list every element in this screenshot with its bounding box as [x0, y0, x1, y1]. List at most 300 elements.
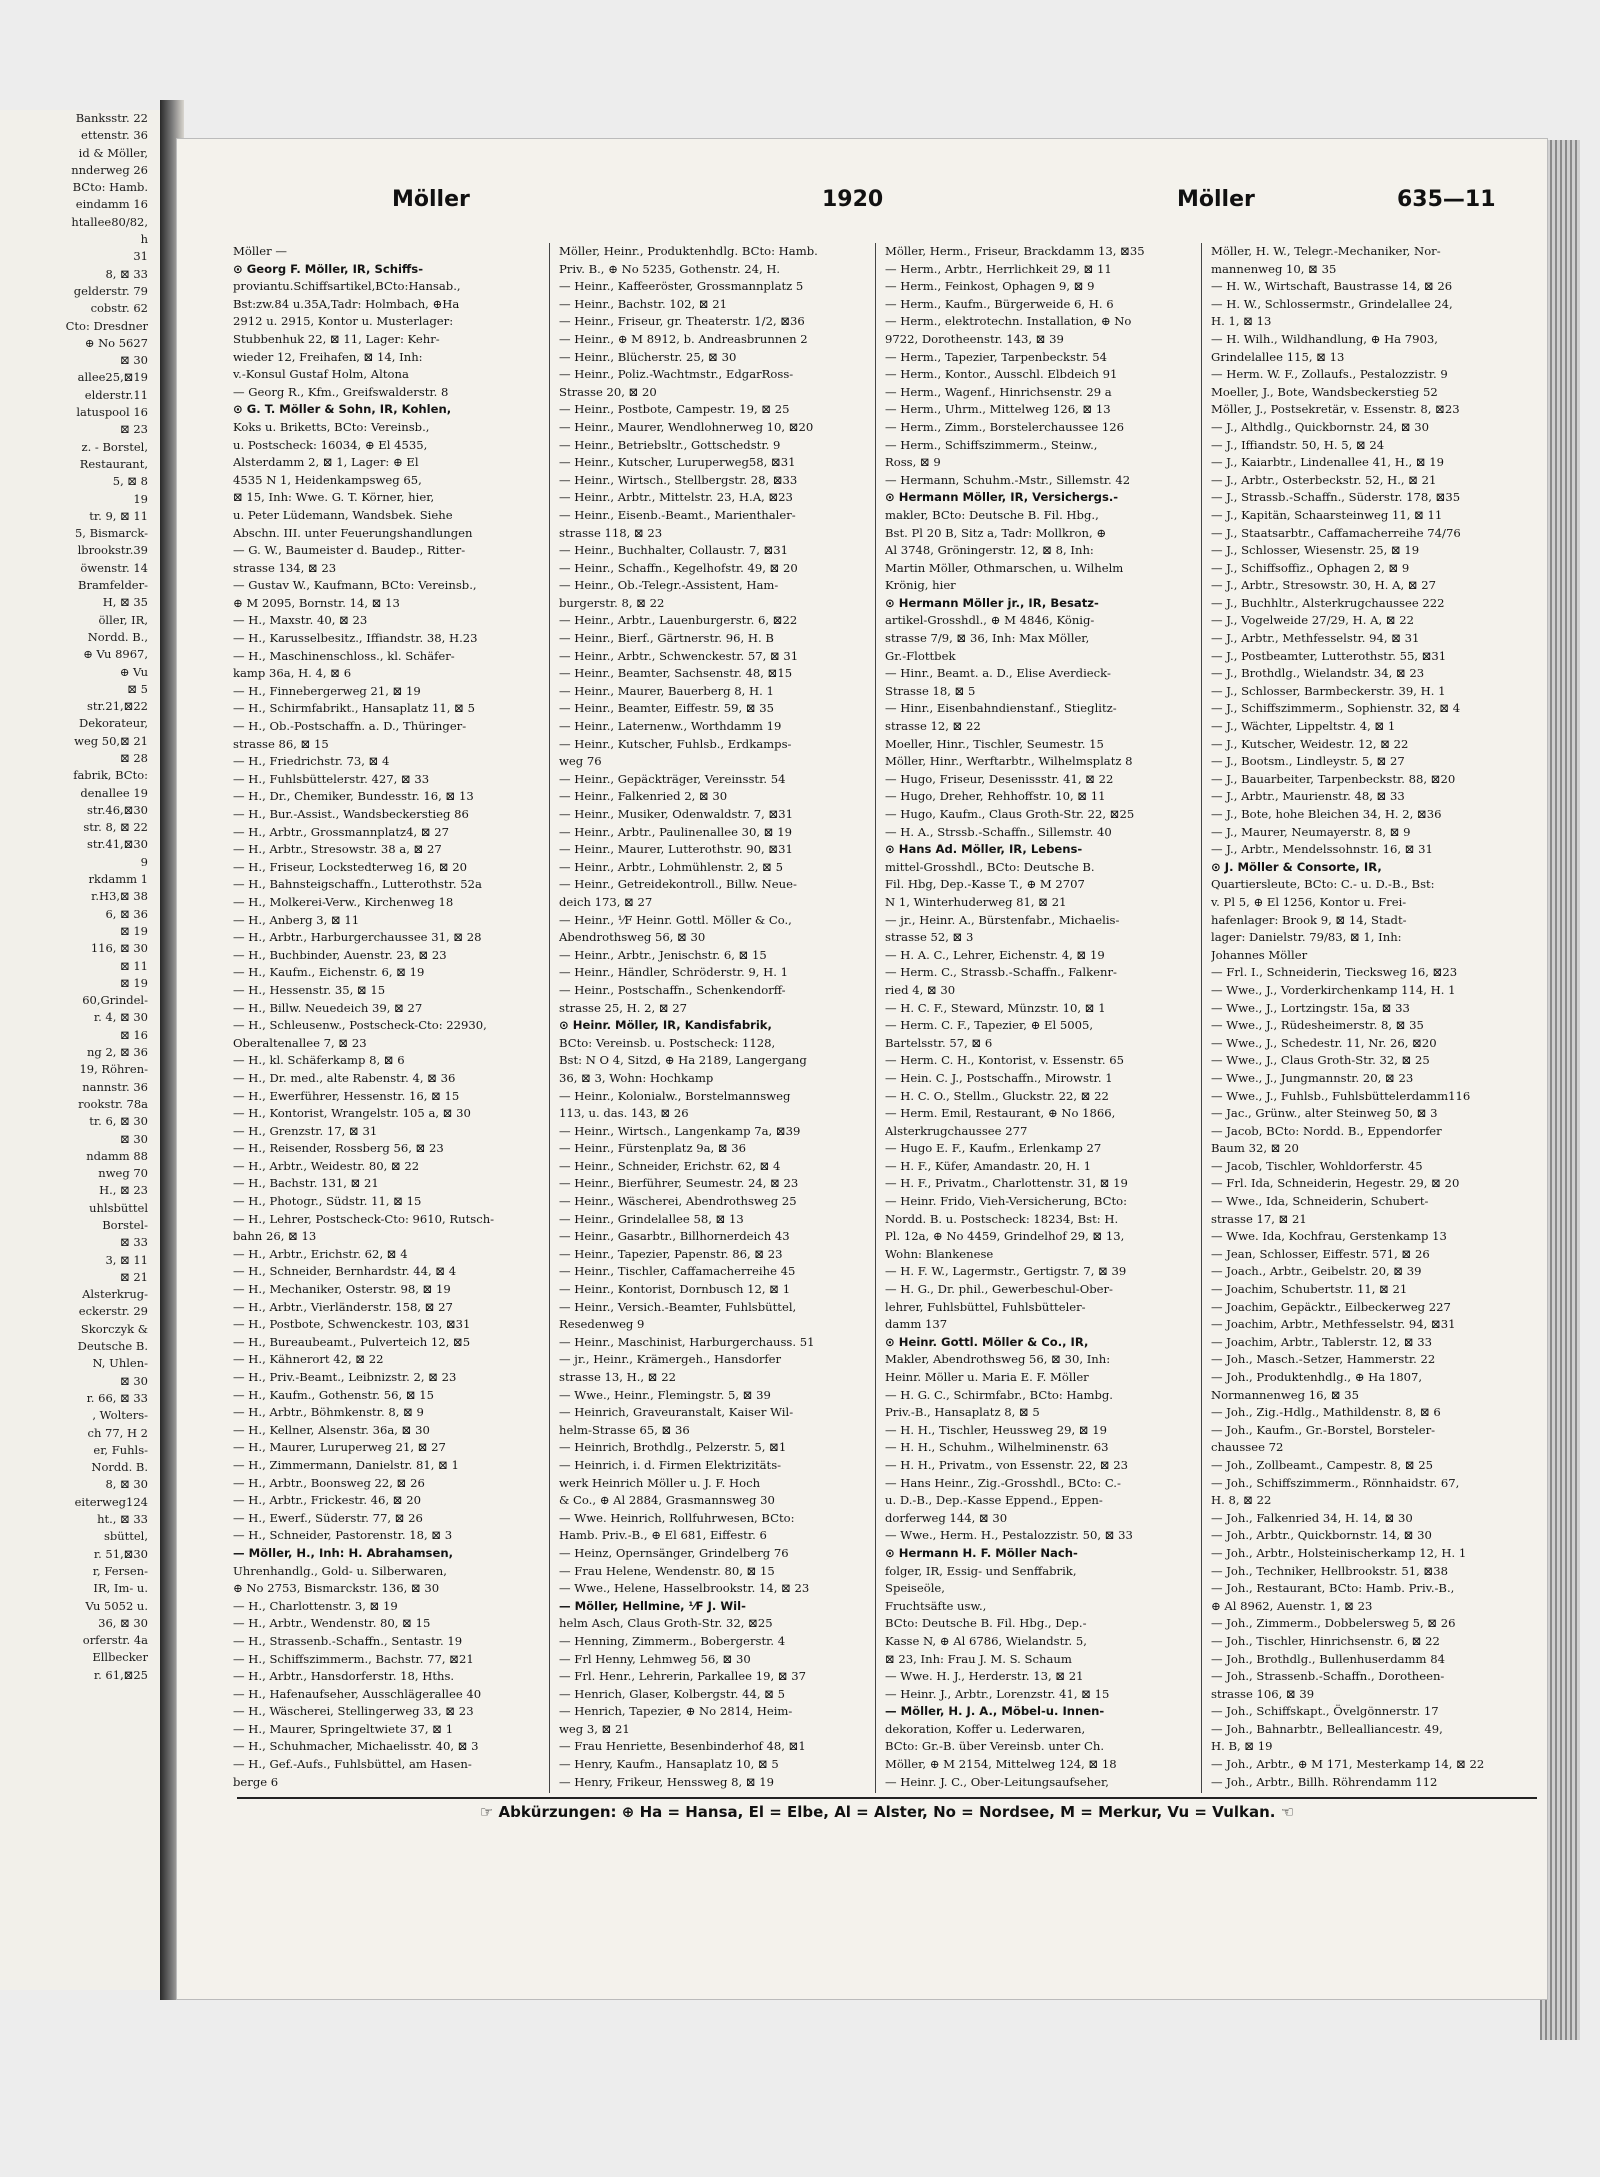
directory-entry: — Heinr., Blücherstr. 25, ⊠ 30: [559, 349, 737, 364]
directory-entry: mittel-Grosshdl., BCto: Deutsche B.: [885, 859, 1095, 874]
directory-entry: — J., Iffiandstr. 50, H. 5, ⊠ 24: [1211, 437, 1385, 452]
directory-entry: — H. H., Privatm., von Essenstr. 22, ⊠ 23: [885, 1457, 1129, 1472]
directory-entry: ⊕ No 2753, Bismarckstr. 136, ⊠ 30: [233, 1581, 440, 1596]
left-page-line: 3, ⊠ 11: [105, 1252, 148, 1267]
directory-entry: ⊕ M 2095, Bornstr. 14, ⊠ 13: [233, 595, 400, 610]
directory-entry: — Heinr., Schneider, Erichstr. 62, ⊠ 4: [559, 1158, 781, 1173]
directory-entry: — H., Kontorist, Wrangelstr. 105 a, ⊠ 30: [233, 1106, 471, 1121]
directory-entry: lehrer, Fuhlsbüttel, Fuhlsbütteler-: [885, 1299, 1086, 1314]
directory-entry: helm-Strasse 65, ⊠ 36: [559, 1422, 690, 1437]
left-page-line: id & Möller,: [78, 145, 148, 160]
directory-entry: — Joachim, Schubertstr. 11, ⊠ 21: [1211, 1282, 1408, 1297]
directory-entry: — Heinr., Arbtr., Lohmühlenstr. 2, ⊠ 5: [559, 859, 783, 874]
directory-entry: Fruchtsäfte usw.,: [885, 1598, 987, 1613]
directory-entry: ⊙ Hans Ad. Möller, IR, Lebens-: [885, 842, 1083, 857]
directory-entry: — J., Schiffsoffiz., Ophagen 2, ⊠ 9: [1211, 560, 1410, 575]
directory-entry: strasse 118, ⊠ 23: [559, 525, 663, 540]
directory-entry: — H., Photogr., Südstr. 11, ⊠ 15: [233, 1194, 422, 1209]
left-page-line: er, Fuhls-: [93, 1442, 148, 1457]
directory-entry: — Wwe., J., Jungmannstr. 20, ⊠ 23: [1211, 1070, 1414, 1085]
directory-entry: — Henning, Zimmerm., Bobergerstr. 4: [559, 1633, 786, 1648]
directory-entry: — J., Vogelweide 27/29, H. A, ⊠ 22: [1211, 613, 1414, 628]
directory-entry: Stubbenhuk 22, ⊠ 11, Lager: Kehr-: [233, 331, 440, 346]
directory-entry: — Herm., Zimm., Borstelerchaussee 126: [885, 419, 1125, 434]
column-2: [559, 243, 867, 1793]
left-page-line: 5, ⊠ 8: [112, 474, 148, 489]
directory-entry: — Herm., Feinkost, Ophagen 9, ⊠ 9: [885, 279, 1095, 294]
directory-entry: [1211, 1791, 1519, 1793]
directory-entry: — Heinrich, i. d. Firmen Elektrizitäts-: [559, 1457, 782, 1472]
directory-entry: Grindelallee 115, ⊠ 13: [1211, 349, 1345, 364]
directory-entry: 36, ⊠ 3, Wohn: Hochkamp: [559, 1070, 714, 1085]
directory-entry: — H., Maschinenschloss., kl. Schäfer-: [233, 648, 455, 663]
directory-entry: ⊙ Heinr. Gottl. Möller & Co., IR,: [885, 1334, 1089, 1349]
directory-entry: — Heinr., Maurer, Lutterothstr. 90, ⊠31: [559, 842, 793, 857]
directory-entry: — H., Lehrer, Postscheck-Cto: 9610, Rutsch-: [233, 1211, 495, 1226]
directory-entry: Fil. Hbg, Dep.-Kasse T., ⊕ M 2707: [885, 877, 1085, 892]
directory-entry: — Heinrich, Brothdlg., Pelzerstr. 5, ⊠1: [559, 1440, 787, 1455]
directory-entry: — Herm., Uhrm., Mittelweg 126, ⊠ 13: [885, 402, 1111, 417]
directory-entry: Uhrenhandlg., Gold- u. Silberwaren,: [233, 1563, 447, 1578]
directory-entry: — Jac., Grünw., alter Steinweg 50, ⊠ 3: [1211, 1106, 1438, 1121]
directory-entry: — Heinr., Maurer, Bauerberg 8, H. 1: [559, 683, 774, 698]
directory-entry: dorferweg 144, ⊠ 30: [885, 1510, 1008, 1525]
left-page-line: , Wolters-: [92, 1408, 148, 1423]
left-page-line: ⊠ 16: [120, 1027, 148, 1042]
directory-entry: — Heinr., Fürstenplatz 9a, ⊠ 36: [559, 1141, 747, 1156]
directory-entry: — J., Staatsarbtr., Caffamacherreihe 74/76: [1211, 525, 1461, 540]
directory-entry: Möller, J., Postsekretär, v. Essenstr. 8, ⊠23: [1211, 402, 1460, 417]
directory-entry: — H., kl. Schäferkamp 8, ⊠ 6: [233, 1053, 405, 1068]
directory-entry: — J., Arbtr., Mendelssohnstr. 16, ⊠ 31: [1211, 842, 1433, 857]
directory-entry: — H. G. C., Schirmfabr., BCto: Hambg.: [885, 1387, 1113, 1402]
directory-entry: — H., Charlottenstr. 3, ⊠ 19: [233, 1598, 398, 1613]
directory-entry: — H., Karusselbesitz., Iffiandstr. 38, H.23: [233, 631, 478, 646]
directory-entry: strasse 52, ⊠ 3: [885, 930, 974, 945]
directory-entry: — Frau Henriette, Besenbinderhof 48, ⊠1: [559, 1739, 806, 1754]
directory-entry: — Henry, Kaufm., Hansaplatz 10, ⊠ 5: [559, 1757, 779, 1772]
directory-entry: — Joh., Arbtr., Billh. Röhrendamm 112: [1211, 1774, 1438, 1789]
directory-entry: — Joh., Zimmerm., Dobbelersweg 5, ⊠ 26: [1211, 1616, 1456, 1631]
directory-entry: — H., Bachstr. 131, ⊠ 21: [233, 1176, 379, 1191]
directory-entry: — H., Postbote, Schwenckestr. 103, ⊠31: [233, 1317, 471, 1332]
directory-entry: H. B, ⊠ 19: [1211, 1739, 1273, 1754]
directory-entry: — jr., Heinr. A., Bürstenfabr., Michaelis-: [885, 912, 1120, 927]
directory-entry: — Joachim, Arbtr., Tablerstr. 12, ⊠ 33: [1211, 1334, 1432, 1349]
directory-entry: — H., Buchbinder, Auenstr. 23, ⊠ 23: [233, 947, 447, 962]
directory-entry: — Heinr., Wirtsch., Stellbergstr. 28, ⊠33: [559, 472, 798, 487]
directory-entry: — Wwe., J., Lortzingstr. 15a, ⊠ 33: [1211, 1000, 1410, 1015]
directory-entry: Gr.-Flottbek: [885, 648, 956, 663]
left-page-line: Banksstr. 22: [75, 111, 148, 125]
directory-entry: — H., Schirmfabrikt., Hansaplatz 11, ⊠ 5: [233, 701, 475, 716]
directory-entry: — Wwe., Herm. H., Pestalozzistr. 50, ⊠ 33: [885, 1528, 1133, 1543]
directory-entry: — H., Arbtr., Wendenstr. 80, ⊠ 15: [233, 1616, 431, 1631]
left-page-line: nweg 70: [98, 1166, 148, 1181]
directory-entry: — H., Schneider, Pastorenstr. 18, ⊠ 3: [233, 1528, 453, 1543]
left-page-line: Nordd. B.: [91, 1460, 148, 1475]
directory-entry: ⊙ Hermann H. F. Möller Nach-: [885, 1545, 1078, 1560]
directory-entry: — H., Maurer, Luruperweg 21, ⊠ 27: [233, 1440, 446, 1455]
left-page-line: 5, Bismarck-: [74, 526, 148, 541]
directory-entry: — Heinr., Betriebsltr., Gottschedstr. 9: [559, 437, 781, 452]
directory-entry: — Joh., Arbtr., Holsteinischerkamp 12, H. 1: [1211, 1545, 1467, 1560]
directory-entry: — H., Arbtr., Frickestr. 46, ⊠ 20: [233, 1493, 421, 1508]
directory-entry: — Hein. C. J., Postschaffn., Mirowstr. 1: [885, 1070, 1113, 1085]
directory-entry: Hamb. Priv.-B., ⊕ El 681, Eiffestr. 6: [559, 1528, 767, 1543]
directory-entry: — Herm., Tapezier, Tarpenbeckstr. 54: [885, 349, 1108, 364]
directory-entry: — J., Postbeamter, Lutterothstr. 55, ⊠31: [1211, 648, 1447, 663]
directory-entry: Moeller, Hinr., Tischler, Seumestr. 15: [885, 736, 1104, 751]
left-page-line: Bramfelder-: [78, 578, 148, 593]
directory-entry: — H. Wilh., Wildhandlung, ⊕ Ha 7903,: [1211, 331, 1438, 346]
directory-entry: — J., Arbtr., Maurienstr. 48, ⊠ 33: [1211, 789, 1405, 804]
directory-entry: — Herm. C. H., Kontorist, v. Essenstr. 65: [885, 1053, 1125, 1068]
left-page-line: Restaurant,: [79, 456, 148, 471]
header-page-number: 635—11: [1397, 187, 1496, 212]
left-page-line: Vu 5052 u.: [85, 1598, 148, 1613]
directory-entry: — Heinr., Tapezier, Papenstr. 86, ⊠ 23: [559, 1246, 783, 1261]
directory-entry: — H., Priv.-Beamt., Leibnizstr. 2, ⊠ 23: [233, 1370, 457, 1384]
column-1: [233, 243, 541, 1793]
directory-entry: — Herm., Schiffszimmerm., Steinw.,: [885, 437, 1098, 452]
directory-entry: 113, u. das. 143, ⊠ 26: [559, 1106, 689, 1121]
directory-entry: — Herm., Kontor., Ausschl. Elbdeich 91: [885, 367, 1118, 382]
directory-entry: strasse 7/9, ⊠ 36, Inh: Max Möller,: [885, 631, 1090, 646]
directory-entry: — H., Ewerf., Süderstr. 77, ⊠ 26: [233, 1510, 423, 1525]
directory-entry: — H., Schiffszimmerm., Bachstr. 77, ⊠21: [233, 1651, 474, 1666]
directory-entry: [885, 1791, 1193, 1793]
header-right-name: Möller: [1177, 187, 1255, 212]
directory-entry: Abschn. III. unter Feuerungshandlungen: [233, 525, 473, 540]
directory-entry: — Herm. Emil, Restaurant, ⊕ No 1866,: [885, 1106, 1116, 1121]
directory-entry: — Heinr., Maschinist, Harburgerchauss. 51: [559, 1334, 815, 1349]
directory-entry: — Heinr., Eisenb.-Beamt., Marienthaler-: [559, 507, 796, 522]
left-page-line: allee25,⊠19: [77, 370, 148, 385]
directory-entry: — J., Kapitän, Schaarsteinweg 11, ⊠ 11: [1211, 507, 1443, 522]
directory-entry: — Herm., elektrotechn. Installation, ⊕ No: [885, 314, 1132, 329]
directory-entry: — Georg R., Kfm., Greifswalderstr. 8: [233, 384, 449, 399]
column-4: [1211, 243, 1519, 1793]
directory-entry: — Heinr., Kutscher, Luruperweg58, ⊠31: [559, 455, 796, 470]
directory-entry: — H., Schleusenw., Postscheck-Cto: 22930,: [233, 1018, 487, 1033]
directory-entry: — Heinr., Kolonialw., Borstelmannsweg: [559, 1088, 791, 1103]
left-page-line: Deutsche B.: [77, 1339, 148, 1354]
directory-entry: — Henrich, Glaser, Kolbergstr. 44, ⊠ 5: [559, 1686, 786, 1701]
left-page-line: ⊠ 23: [120, 422, 148, 437]
directory-entry: — Heinr. J., Arbtr., Lorenzstr. 41, ⊠ 15: [885, 1686, 1110, 1701]
directory-entry: — H., Maurer, Springeltwiete 37, ⊠ 1: [233, 1721, 454, 1736]
directory-entry: — Wwe., Heinr., Flemingstr. 5, ⊠ 39: [559, 1387, 771, 1402]
directory-entry: — Heinr., Kutscher, Fuhlsb., Erdkamps-: [559, 736, 792, 751]
left-page-line: fabrik, BCto:: [73, 768, 148, 783]
directory-entry: — Joh., Brothdlg., Bullenhuserdamm 84: [1211, 1651, 1445, 1666]
directory-entry: [233, 1791, 541, 1793]
directory-entry: strasse 86, ⊠ 15: [233, 736, 329, 751]
directory-entry: — Möller, Hellmine, ⅟F J. Wil-: [559, 1598, 746, 1613]
directory-entry: — Heinr., Arbtr., Lauenburgerstr. 6, ⊠22: [559, 613, 798, 628]
directory-entry: — Frl. I., Schneiderin, Tiecksweg 16, ⊠23: [1211, 965, 1458, 980]
directory-entry: Möller, Hinr., Werftarbtr., Wilhelmsplatz 8: [885, 754, 1133, 769]
left-page-line: 8, ⊠ 30: [105, 1477, 148, 1492]
directory-entry: ⊙ Georg F. Möller, IR, Schiffs-: [233, 261, 424, 276]
left-page-line: 19, Röhren-: [79, 1062, 148, 1077]
directory-entry: — Joh., Kaufm., Gr.-Borstel, Borsteler-: [1211, 1422, 1436, 1437]
directory-entry: — H., Strassenb.-Schaffn., Sentastr. 19: [233, 1633, 463, 1648]
directory-entry: — H., Kähnerort 42, ⊠ 22: [233, 1352, 384, 1367]
directory-entry: Möller, Herm., Friseur, Brackdamm 13, ⊠35: [885, 244, 1145, 258]
directory-entry: — H. F. W., Lagermstr., Gertigstr. 7, ⊠ 39: [885, 1264, 1127, 1279]
directory-entry: — H., Schneider, Bernhardstr. 44, ⊠ 4: [233, 1264, 457, 1279]
left-page-line: öwenstr. 14: [80, 560, 148, 575]
left-page-line: tr. 6, ⊠ 30: [89, 1114, 148, 1129]
directory-entry: damm 137: [885, 1317, 948, 1332]
directory-entry: strasse 134, ⊠ 23: [233, 560, 337, 575]
directory-entry: — H., Billw. Neuedeich 39, ⊠ 27: [233, 1000, 423, 1015]
directory-entry: — J., Arbtr., Osterbeckstr. 52, H., ⊠ 21: [1211, 472, 1437, 487]
directory-entry: 2912 u. 2915, Kontor u. Musterlager:: [233, 314, 454, 329]
directory-entry: — Heinr., Poliz.-Wachtmstr., EdgarRoss-: [559, 367, 794, 382]
left-page-line: ng 2, ⊠ 36: [87, 1045, 148, 1060]
directory-entry: lager: Danielstr. 79/83, ⊠ 1, Inh:: [1211, 930, 1402, 945]
directory-entry: Alsterkrugchaussee 277: [885, 1123, 1028, 1138]
left-page-line: Nordd. B.,: [87, 629, 148, 644]
directory-entry: proviantu.Schiffsartikel,BCto:Hansab.,: [233, 279, 461, 294]
directory-entry: Heinr. Möller u. Maria E. F. Möller: [885, 1370, 1089, 1384]
column-rule: [875, 243, 876, 1793]
directory-entry: hafenlager: Brook 9, ⊠ 14, Stadt-: [1211, 912, 1407, 927]
directory-entry: Abendrothsweg 56, ⊠ 30: [559, 930, 706, 945]
directory-entry: — Heinr., ⅟F Heinr. Gottl. Möller & Co.,: [559, 912, 792, 927]
left-page-line: r. 66, ⊠ 33: [86, 1390, 148, 1405]
directory-entry: — Joachim, Arbtr., Methfesselstr. 94, ⊠31: [1211, 1317, 1456, 1332]
directory-entry: — Heinr., Beamter, Sachsenstr. 48, ⊠15: [559, 666, 793, 681]
directory-entry: Nordd. B. u. Postscheck: 18234, Bst: H.: [885, 1211, 1119, 1226]
directory-entry: — H. G., Dr. phil., Gewerbeschul-Ober-: [885, 1282, 1113, 1297]
directory-entry: — Wwe., J., Schedestr. 11, Nr. 26, ⊠20: [1211, 1035, 1437, 1050]
left-page-line: elderstr.11: [84, 387, 148, 402]
left-page-line: r. 61,⊠25: [93, 1667, 148, 1682]
directory-entry: — G. W., Baumeister d. Baudep., Ritter-: [233, 543, 466, 558]
directory-entry: — H., Arbtr., Weidestr. 80, ⊠ 22: [233, 1158, 420, 1173]
directory-entry: strasse 13, H., ⊠ 22: [559, 1370, 676, 1384]
directory-entry: N 1, Winterhuderweg 81, ⊠ 21: [885, 894, 1067, 909]
directory-entry: — Heinr., Kontorist, Dornbusch 12, ⊠ 1: [559, 1282, 791, 1297]
directory-entry: — Heinr., Bierführer, Seumestr. 24, ⊠ 23: [559, 1176, 799, 1191]
directory-entry: kamp 36a, H. 4, ⊠ 6: [233, 666, 352, 681]
left-page-line: nnderweg 26: [71, 162, 148, 177]
directory-entry: helm Asch, Claus Groth-Str. 32, ⊠25: [559, 1616, 773, 1631]
directory-entry: — H., Bahnsteigschaffn., Lutterothstr. 52a: [233, 877, 482, 892]
directory-entry: mannenweg 10, ⊠ 35: [1211, 261, 1337, 276]
left-page-line: ⊠ 33: [120, 1235, 148, 1250]
page-header: [237, 187, 1537, 227]
directory-entry: — Jean, Schlosser, Eiffestr. 571, ⊠ 26: [1211, 1246, 1430, 1261]
directory-entry: Möller —: [233, 244, 287, 258]
directory-entry: ried 4, ⊠ 30: [885, 982, 956, 997]
directory-entry: Makler, Abendrothsweg 56, ⊠ 30, Inh:: [885, 1352, 1111, 1367]
directory-entry: Bst: N O 4, Sitzd, ⊕ Ha 2189, Langergang: [559, 1053, 807, 1068]
directory-entry: Koks u. Briketts, BCto: Vereinsb.,: [233, 419, 430, 434]
directory-entry: — Herm. W. F., Zollaufs., Pestalozzistr. 9: [1211, 367, 1448, 382]
directory-entry: & Co., ⊕ Al 2884, Grasmannsweg 30: [559, 1493, 775, 1508]
directory-entry: — Heinr., Beamter, Eiffestr. 59, ⊠ 35: [559, 701, 774, 716]
directory-entry: — Joachim, Gepäcktr., Eilbeckerweg 227: [1211, 1299, 1451, 1314]
directory-entry: — H., Friseur, Lockstedterweg 16, ⊠ 20: [233, 859, 467, 874]
directory-entry: — Henrich, Tapezier, ⊕ No 2814, Heim-: [559, 1704, 793, 1719]
directory-entry: — H. C. F., Steward, Münzstr. 10, ⊠ 1: [885, 1000, 1106, 1015]
left-page-line: Dekorateur,: [79, 716, 148, 731]
directory-entry: Normannenweg 16, ⊠ 35: [1211, 1387, 1360, 1402]
directory-entry: — H. F., Küfer, Amandastr. 20, H. 1: [885, 1158, 1092, 1173]
directory-entry: — Frl Henny, Lehmweg 56, ⊠ 30: [559, 1651, 751, 1666]
directory-entry: — Wwe., J., Rüdesheimerstr. 8, ⊠ 35: [1211, 1018, 1424, 1033]
directory-entry: — Joh., Masch.-Setzer, Hammerstr. 22: [1211, 1352, 1436, 1367]
directory-entry: strasse 25, H. 2, ⊠ 27: [559, 1000, 688, 1015]
left-page-line: r. 4, ⊠ 30: [93, 1010, 148, 1025]
left-page-line: z. - Borstel,: [81, 439, 148, 454]
directory-entry: — H., Friedrichstr. 73, ⊠ 4: [233, 754, 390, 769]
left-page-line: ⊕ Vu 8967,: [83, 647, 148, 662]
left-page-line: sbüttel,: [103, 1529, 148, 1544]
directory-entry: — H. F., Privatm., Charlottenstr. 31, ⊠ 19: [885, 1176, 1128, 1191]
left-page-line: ndamm 88: [86, 1148, 148, 1163]
directory-entry: — Heinr., Bierf., Gärtnerstr. 96, H. B: [559, 631, 774, 646]
left-page-line: str.41,⊠30: [87, 837, 148, 852]
directory-entry: — H., Fuhlsbüttelerstr. 427, ⊠ 33: [233, 771, 430, 786]
directory-entry: BCto: Deutsche B. Fil. Hbg., Dep.-: [885, 1616, 1087, 1631]
directory-entry: — H., Schuhmacher, Michaelisstr. 40, ⊠ 3: [233, 1739, 479, 1754]
directory-entry: — J., Kaiarbtr., Lindenallee 41, H., ⊠ 19: [1211, 455, 1445, 470]
directory-entry: — H., Wäscherei, Stellingerweg 33, ⊠ 23: [233, 1704, 474, 1719]
directory-entry: — J., Strassb.-Schaffn., Süderstr. 178, ⊠35: [1211, 490, 1461, 505]
directory-entry: wieder 12, Freihafen, ⊠ 14, Inh:: [233, 349, 423, 364]
directory-entry: chaussee 72: [1211, 1440, 1284, 1455]
directory-entry: — Herm., Wagenf., Hinrichsenstr. 29 a: [885, 384, 1112, 399]
directory-entry: — Herm. C., Strassb.-Schaffn., Falkenr-: [885, 965, 1117, 980]
directory-entry: Pl. 12a, ⊕ No 4459, Grindelhof 29, ⊠ 13,: [885, 1229, 1125, 1244]
directory-entry: Bst. Pl 20 B, Sitz a, Tadr: Mollkron, ⊕: [885, 525, 1107, 540]
directory-entry: — H., Kaufm., Gothenstr. 56, ⊠ 15: [233, 1387, 435, 1402]
directory-entry: — Heinr., Kaffeeröster, Grossmannplatz 5: [559, 279, 804, 294]
directory-entry: Bst:zw.84 u.35A,Tadr: Holmbach, ⊕Ha: [233, 296, 460, 311]
left-page-line: uhlsbüttel: [89, 1200, 148, 1215]
left-page-line: eindamm 16: [75, 197, 148, 212]
directory-entry: — Heinr., Friseur, gr. Theaterstr. 1/2, ⊠36: [559, 314, 805, 329]
left-page-line: denallee 19: [80, 785, 148, 800]
left-page-line: 9: [140, 854, 148, 869]
directory-entry: BCto: Gr.-B. über Vereinsb. unter Ch.: [885, 1739, 1105, 1754]
directory-entry: Oberaltenallee 7, ⊠ 23: [233, 1035, 367, 1050]
directory-entry: Bartelsstr. 57, ⊠ 6: [885, 1035, 993, 1050]
directory-entry: — Heinr., Grindelallee 58, ⊠ 13: [559, 1211, 744, 1226]
directory-entry: H. 8, ⊠ 22: [1211, 1493, 1272, 1508]
directory-entry: — Wwe., J., Fuhlsb., Fuhlsbüttelerdamm116: [1211, 1088, 1471, 1103]
directory-entry: Moeller, J., Bote, Wandsbeckerstieg 52: [1211, 384, 1438, 399]
directory-entry: — Joh., Schiffskapt., Övelgönnerstr. 17: [1211, 1704, 1439, 1719]
directory-entry: — Heinr., Versich.-Beamter, Fuhlsbüttel,: [559, 1299, 797, 1314]
directory-entry: — Herm. C. F., Tapezier, ⊕ El 5005,: [885, 1018, 1094, 1033]
directory-entry: Quartiersleute, BCto: C.- u. D.-B., Bst:: [1211, 877, 1435, 892]
directory-entry: — Wwe. Ida, Kochfrau, Gerstenkamp 13: [1211, 1229, 1447, 1244]
directory-entry: — Heinz, Opernsänger, Grindelberg 76: [559, 1545, 789, 1560]
directory-entry: — Jacob, Tischler, Wohldorferstr. 45: [1211, 1158, 1423, 1173]
directory-entry: strasse 17, ⊠ 21: [1211, 1211, 1307, 1226]
directory-entry: — H., Reisender, Rossberg 56, ⊠ 23: [233, 1141, 444, 1156]
directory-entry: — Joach., Arbtr., Geibelstr. 20, ⊠ 39: [1211, 1264, 1422, 1279]
left-page-line: ⊠ 11: [120, 958, 148, 973]
directory-entry: — Heinr., Arbtr., Paulinenallee 30, ⊠ 19: [559, 824, 792, 839]
directory-entry: artikel-Grosshdl., ⊕ M 4846, König-: [885, 613, 1095, 628]
left-page-line: rookstr. 78a: [78, 1096, 148, 1111]
left-page-line: r, Fersen-: [92, 1563, 148, 1578]
directory-entry: — Joh., Zollbeamt., Campestr. 8, ⊠ 25: [1211, 1457, 1433, 1472]
directory-entry: — Hinr., Eisenbahndienstanf., Stieglitz-: [885, 701, 1117, 716]
directory-entry: strasse 12, ⊠ 22: [885, 719, 981, 734]
directory-entry: — H. H., Tischler, Heussweg 29, ⊠ 19: [885, 1422, 1107, 1437]
directory-entry: — J., Maurer, Neumayerstr. 8, ⊠ 9: [1211, 824, 1411, 839]
directory-entry: — Wwe. Heinrich, Rollfuhrwesen, BCto:: [559, 1510, 795, 1525]
directory-entry: — H., Dr. med., alte Rabenstr. 4, ⊠ 36: [233, 1070, 456, 1085]
directory-entry: — Heinr., Ob.-Telegr.-Assistent, Ham-: [559, 578, 779, 593]
left-page-line: tr. 9, ⊠ 11: [89, 508, 148, 523]
directory-entry: bahn 26, ⊠ 13: [233, 1229, 317, 1244]
directory-entry: Möller, ⊕ M 2154, Mittelweg 124, ⊠ 18: [885, 1757, 1117, 1772]
left-page-line: N, Uhlen-: [92, 1356, 148, 1371]
directory-entry: — Wwe., Ida, Schneiderin, Schubert-: [1211, 1194, 1429, 1209]
directory-entry: — Frl. Ida, Schneiderin, Hegestr. 29, ⊠ 20: [1211, 1176, 1460, 1191]
directory-entry: berge 6: [233, 1774, 279, 1789]
left-page-line: ⊕ Vu: [119, 664, 148, 679]
column-rule: [1201, 243, 1202, 1793]
directory-entry: — J., Kutscher, Weidestr. 12, ⊠ 22: [1211, 736, 1409, 751]
directory-entry: — Heinr., Getreidekontroll., Billw. Neue-: [559, 877, 797, 892]
directory-entry: u. Postscheck: 16034, ⊕ El 4535,: [233, 437, 428, 452]
directory-entry: — Heinr., Maurer, Wendlohnerweg 10, ⊠20: [559, 419, 814, 434]
left-page-line: ⊕ No 5627: [84, 335, 148, 350]
directory-entry: — Heinr., Wirtsch., Langenkamp 7a, ⊠39: [559, 1123, 801, 1138]
left-page-line: ⊠ 21: [120, 1269, 148, 1284]
directory-entry: Al 3748, Gröningerstr. 12, ⊠ 8, Inh:: [885, 543, 1094, 558]
left-page-line: ⊠ 19: [120, 975, 148, 990]
left-page-line: cobstr. 62: [90, 301, 148, 316]
left-page-line: Ellbecker: [92, 1650, 148, 1665]
left-page-line: 60,Grindel-: [82, 993, 148, 1008]
left-page-line: latuspool 16: [76, 405, 148, 420]
directory-entry: — H. A., Strssb.-Schaffn., Sillemstr. 40: [885, 824, 1112, 839]
directory-entry: — Wwe., J., Vorderkirchenkamp 114, H. 1: [1211, 982, 1456, 997]
directory-entry: — Heinr., Arbtr., Schwenckestr. 57, ⊠ 31: [559, 648, 799, 663]
directory-entry: — Wwe., Helene, Hasselbrookstr. 14, ⊠ 23: [559, 1581, 810, 1596]
left-page-line: r.H3,⊠ 38: [91, 889, 148, 904]
left-page-line: ⊠ 28: [120, 750, 148, 765]
directory-entry: — Hans Heinr., Zig.-Grosshdl., BCto: C.-: [885, 1475, 1121, 1490]
directory-entry: — H., Arbtr., Erichstr. 62, ⊠ 4: [233, 1246, 408, 1261]
directory-entry: — Hugo, Kaufm., Claus Groth-Str. 22, ⊠25: [885, 807, 1135, 821]
directory-entry: — J., Bote, hohe Bleichen 34, H. 2, ⊠36: [1211, 807, 1442, 821]
directory-entry: — H., Arbtr., Boonsweg 22, ⊠ 26: [233, 1475, 425, 1490]
left-page-line: Borstel-: [102, 1218, 148, 1232]
directory-entry: Alsterdamm 2, ⊠ 1, Lager: ⊕ El: [233, 455, 419, 470]
directory-entry: — H., Kaufm., Eichenstr. 6, ⊠ 19: [233, 965, 425, 980]
directory-entry: — Frl. Henr., Lehrerin, Parkallee 19, ⊠ 37: [559, 1669, 806, 1684]
directory-entry: — J., Althdlg., Quickbornstr. 24, ⊠ 30: [1211, 419, 1430, 434]
left-page-line: 8, ⊠ 33: [105, 266, 148, 281]
directory-entry: Strasse 18, ⊠ 5: [885, 683, 976, 698]
left-page-line: ht., ⊠ 33: [97, 1512, 148, 1527]
directory-entry: — Herm., Kaufm., Bürgerweide 6, H. 6: [885, 296, 1114, 311]
directory-entry: — H., Zimmermann, Danielstr. 81, ⊠ 1: [233, 1457, 459, 1472]
